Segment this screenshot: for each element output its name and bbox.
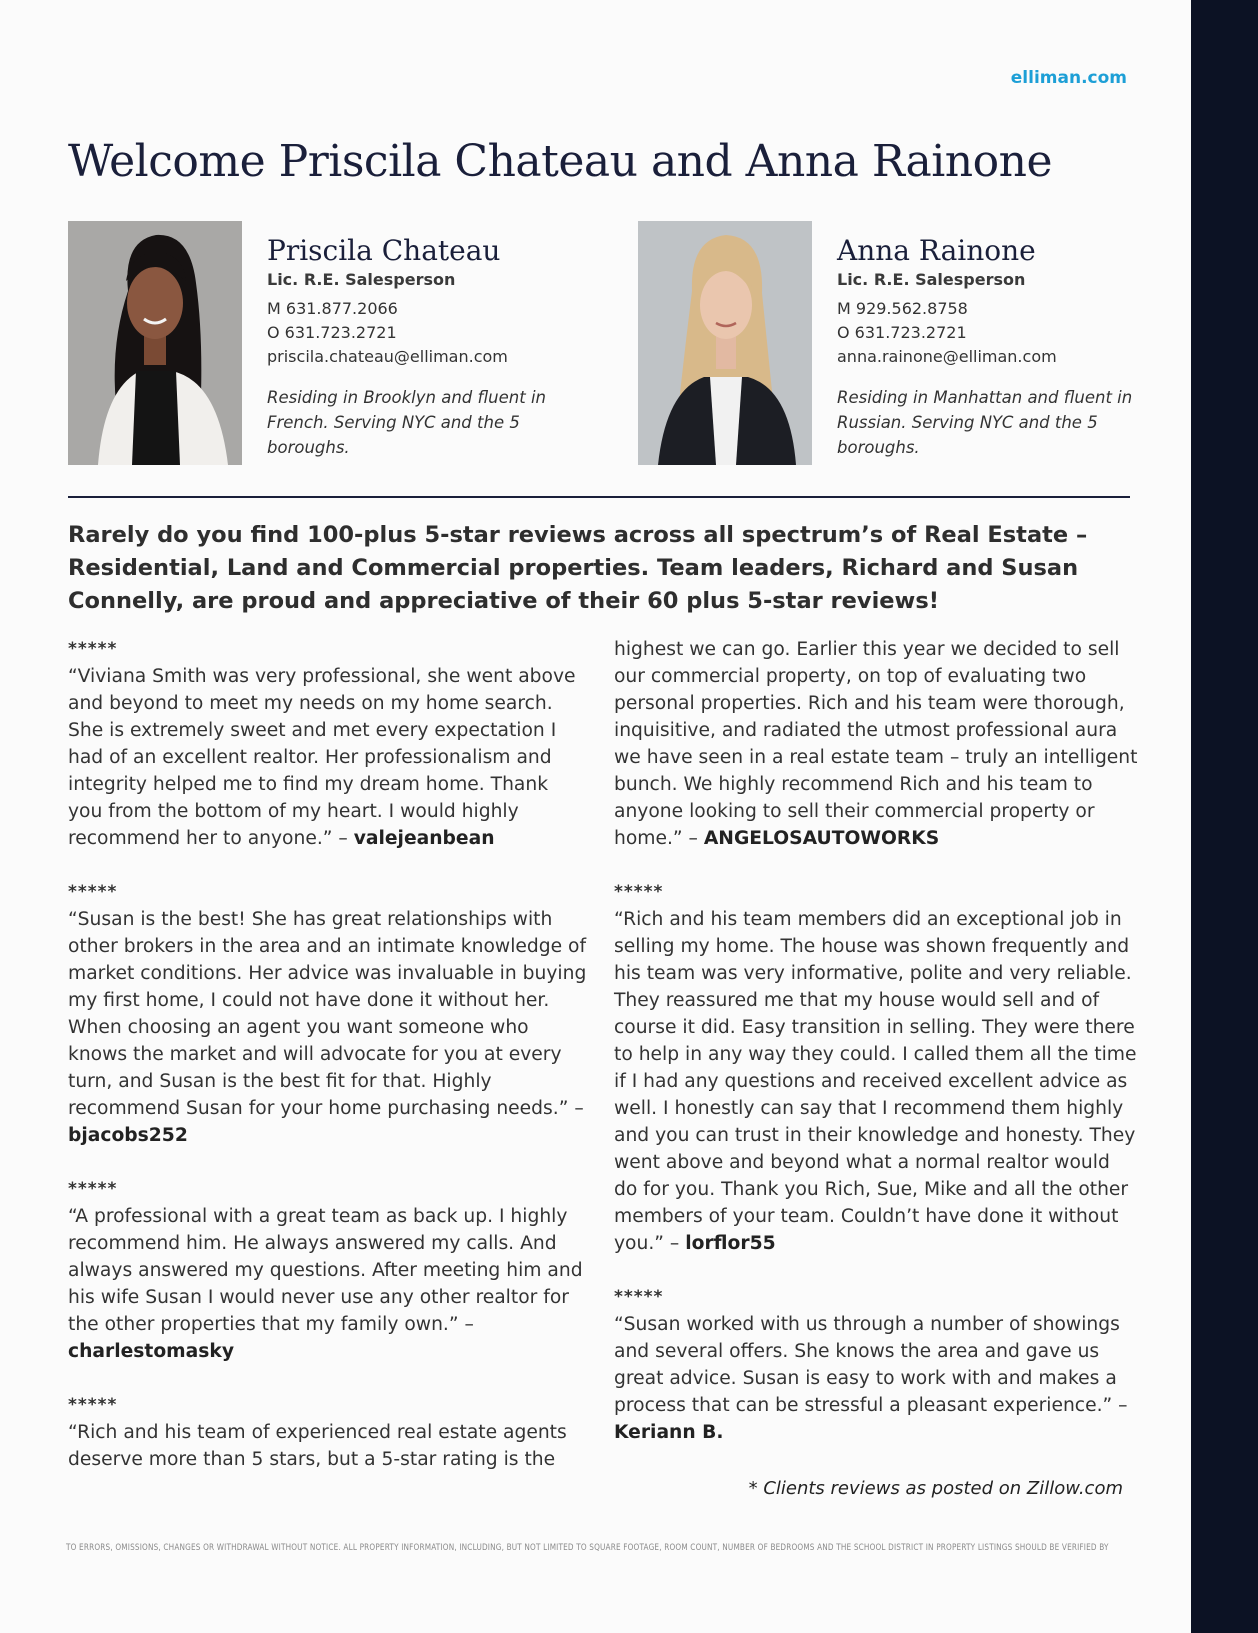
agent-card-anna bbox=[638, 221, 1178, 471]
review bbox=[68, 1176, 588, 1365]
reviews-column-left bbox=[68, 636, 588, 1473]
agent-mobile[interactable]: M 929.562.8758 bbox=[837, 299, 968, 318]
review-continued bbox=[614, 636, 1139, 852]
review-author: lorflor55 bbox=[685, 1233, 776, 1254]
legal-disclaimer: TO ERRORS, OMISSIONS, CHANGES OR WITHDRAWAL WITHOUT NOTICE. ALL PROPERTY INFORMATION, INCLUDING, BUT NOT LIMITED TO SQUARE FOOTAGE, ROOM COUNT, NUMBER OF BEDROOMS AND THE SCHOOL DISTRICT IN PROPERTY LISTINGS SHOULD BE VERIFIED BY bbox=[66, 1543, 1109, 1553]
review-author: Keriann B. bbox=[614, 1422, 724, 1443]
review-text: “Susan worked with us through a number of showings and several offers. She knows the area and gave us great advice. Susan is easy to work with and makes a process that can be stressful a pleasant experience.” – bbox=[614, 1314, 1128, 1416]
review-stars: ***** bbox=[68, 639, 118, 659]
agent-photo bbox=[68, 221, 242, 465]
review bbox=[68, 1392, 588, 1473]
page-title: Welcome Priscila Chateau and Anna Rainone bbox=[68, 136, 1052, 187]
review-stars: ***** bbox=[614, 1287, 664, 1307]
review-stars: ***** bbox=[68, 1179, 118, 1199]
review-text: “Viviana Smith was very professional, she went above and beyond to meet my needs on my home search. She is extremely sweet and met every expectation I had of an excellent realtor. Her professionalism and integrity helped me to find my dream home. Thank you from the bottom of my heart. I would highly recommend her to anyone.” – bbox=[68, 666, 576, 849]
review-text: “Rich and his team members did an exceptional job in selling my home. The house was shown frequently and his team was very informative, polite and very reliable. They reassured me that my house would sell and of course it did. Easy transition in selling. They were there to help in any way they could. I called them all the time if I had any questions and received excellent advice as well. I honestly can say that I recommend them highly and you can trust in their knowledge and honesty. They went above and beyond what a normal realtor would do for you. Thank you Rich, Sue, Mike and all the other members of your team. Couldn’t have done it without you.” – bbox=[614, 909, 1137, 1254]
review bbox=[614, 879, 1139, 1257]
lead-paragraph: Rarely do you find 100-plus 5-star reviews across all spectrum’s of Real Estate – Residential, Land and Commercial properties. Team leaders, Richard and Susan Connelly, are proud and appreciative of their 60 plus 5-star reviews! bbox=[68, 522, 1088, 614]
review-text: “Susan is the best! She has great relationships with other brokers in the area and an intimate knowledge of market conditions. Her advice was invaluable in buying my first home, I could not have done it without her. When choosing an agent you want someone who knows the market and will advocate for you at every turn, and Susan is the best fit for that. Highly recommend Susan for your home purchasing needs.” – bbox=[68, 909, 587, 1119]
review-stars: ***** bbox=[68, 1395, 118, 1415]
review-stars: ***** bbox=[68, 882, 118, 902]
reviews-column-right bbox=[614, 636, 1139, 1473]
review bbox=[68, 879, 588, 1149]
agent-photo bbox=[638, 221, 812, 465]
agent-license: Lic. R.E. Salesperson bbox=[837, 270, 1026, 289]
agent-bio: Residing in Brooklyn and fluent in French. Serving NYC and the 5 boroughs. bbox=[267, 388, 546, 457]
review-author: bjacobs252 bbox=[68, 1125, 188, 1146]
reviews-source-note: * Clients reviews as posted on Zillow.com bbox=[748, 1478, 1123, 1499]
review-author: charlestomasky bbox=[68, 1341, 234, 1362]
agent-name: Anna Rainone bbox=[837, 234, 1036, 267]
site-link[interactable]: elliman.com bbox=[1010, 68, 1127, 88]
agent-license: Lic. R.E. Salesperson bbox=[267, 270, 456, 289]
page-edge-bar bbox=[1191, 0, 1258, 1633]
review-author: ANGELOSAUTOWORKS bbox=[703, 828, 940, 849]
agent-mobile[interactable]: M 631.877.2066 bbox=[267, 299, 398, 318]
review bbox=[614, 1284, 1139, 1446]
review bbox=[68, 636, 588, 852]
agent-bio: Residing in Manhattan and fluent in Russian. Serving NYC and the 5 boroughs. bbox=[837, 388, 1133, 457]
agent-office[interactable]: O 631.723.2721 bbox=[267, 323, 397, 342]
agent-office[interactable]: O 631.723.2721 bbox=[837, 323, 967, 342]
agent-email[interactable]: priscila.chateau@elliman.com bbox=[267, 347, 508, 366]
review-text: “A professional with a great team as back up. I highly recommend him. He always answered my calls. And always answered my questions. After meeting him and his wife Susan I would never use any other realtor for the other properties that my family own.” – bbox=[68, 1206, 583, 1335]
section-divider bbox=[68, 496, 1130, 498]
review-author: valejeanbean bbox=[353, 828, 495, 849]
agent-name: Priscila Chateau bbox=[267, 234, 501, 267]
review-stars: ***** bbox=[614, 882, 664, 902]
review-text: “Rich and his team of experienced real estate agents deserve more than 5 stars, but a 5-star rating is the bbox=[68, 1422, 567, 1470]
agent-card-priscila bbox=[68, 221, 608, 471]
agent-email[interactable]: anna.rainone@elliman.com bbox=[837, 347, 1057, 366]
review-text: highest we can go. Earlier this year we decided to sell our commercial property, on top of evaluating two personal properties. Rich and his team were thorough, inquisitive, and radiated the utmost professional aura we have seen in a real estate team – truly an intelligent bunch. We highly recommend Rich and his team to anyone looking to sell their commercial property or home.” – bbox=[614, 639, 1138, 849]
